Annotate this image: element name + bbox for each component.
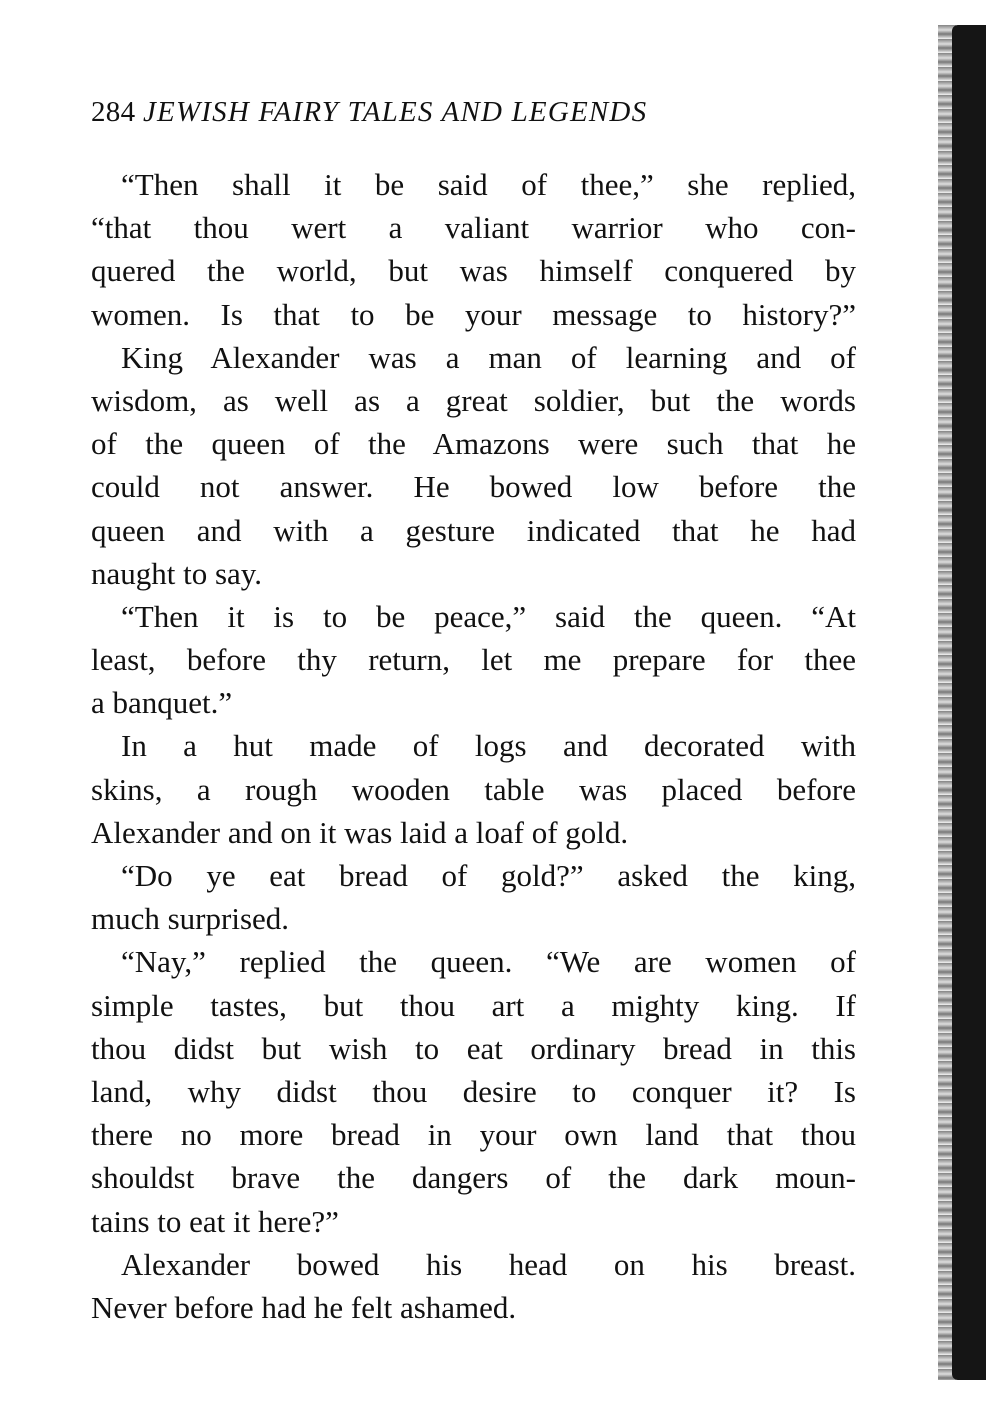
running-header xyxy=(91,92,861,132)
text-line: could not answer. He bowed low before the xyxy=(91,469,856,505)
text-line: naught to say. xyxy=(91,555,263,591)
text-line: “Do ye eat bread of gold?” asked the king, xyxy=(121,858,856,893)
paragraph xyxy=(91,336,856,595)
text-line: “that thou wert a valiant warrior who con- xyxy=(91,210,856,246)
text-line: Never before had he felt ashamed. xyxy=(91,1289,517,1325)
text-line: land, why didst thou desire to conquer it? Is xyxy=(91,1073,856,1109)
text-line: “Nay,” replied the queen. “We are women of xyxy=(121,944,856,980)
text-line: a banquet.” xyxy=(91,685,233,721)
text-line: queen and with a gesture indicated that he had xyxy=(91,512,856,548)
paragraph xyxy=(91,1243,856,1329)
paragraph xyxy=(91,854,856,940)
text-line: “Then it is to be peace,” said the queen. “At xyxy=(121,598,856,634)
text-line: Alexander bowed his head on his breast. xyxy=(121,1246,856,1282)
text-line: women. Is that to be your message to history?” xyxy=(91,296,856,332)
text-line: King Alexander was a man of learning and of xyxy=(121,339,856,375)
paragraph xyxy=(91,940,856,1242)
text-line: least, before thy return, let me prepare for thee xyxy=(91,642,856,678)
text-line: thou didst but wish to eat ordinary bread in this xyxy=(91,1030,856,1066)
text-line: “Then shall it be said of thee,” she replied, xyxy=(121,167,856,202)
text-line: simple tastes, but thou art a mighty king. If xyxy=(91,987,856,1023)
text-line: there no more bread in your own land that thou xyxy=(91,1117,856,1153)
paragraph xyxy=(91,595,856,725)
page-number: 284 xyxy=(91,96,136,128)
text-line: In a hut made of logs and decorated with xyxy=(121,728,856,764)
text-line: wisdom, as well as a great soldier, but the words xyxy=(91,382,856,418)
text-line: of the queen of the Amazons were such that he xyxy=(91,426,856,462)
body-text xyxy=(91,163,856,1329)
paragraph xyxy=(91,163,856,336)
text-line: quered the world, but was himself conquered by xyxy=(91,253,856,289)
text-line: tains to eat it here?” xyxy=(91,1203,339,1239)
paragraph xyxy=(91,724,856,854)
text-line: Alexander and on it was laid a loaf of gold. xyxy=(91,814,629,850)
text-line: much surprised. xyxy=(91,901,290,937)
page-edge-shadow xyxy=(952,25,986,1380)
text-line: skins, a rough wooden table was placed before xyxy=(91,771,856,807)
running-title: JEWISH FAIRY TALES AND LEGENDS xyxy=(142,96,648,128)
text-line: shouldst brave the dangers of the dark moun- xyxy=(91,1160,856,1196)
